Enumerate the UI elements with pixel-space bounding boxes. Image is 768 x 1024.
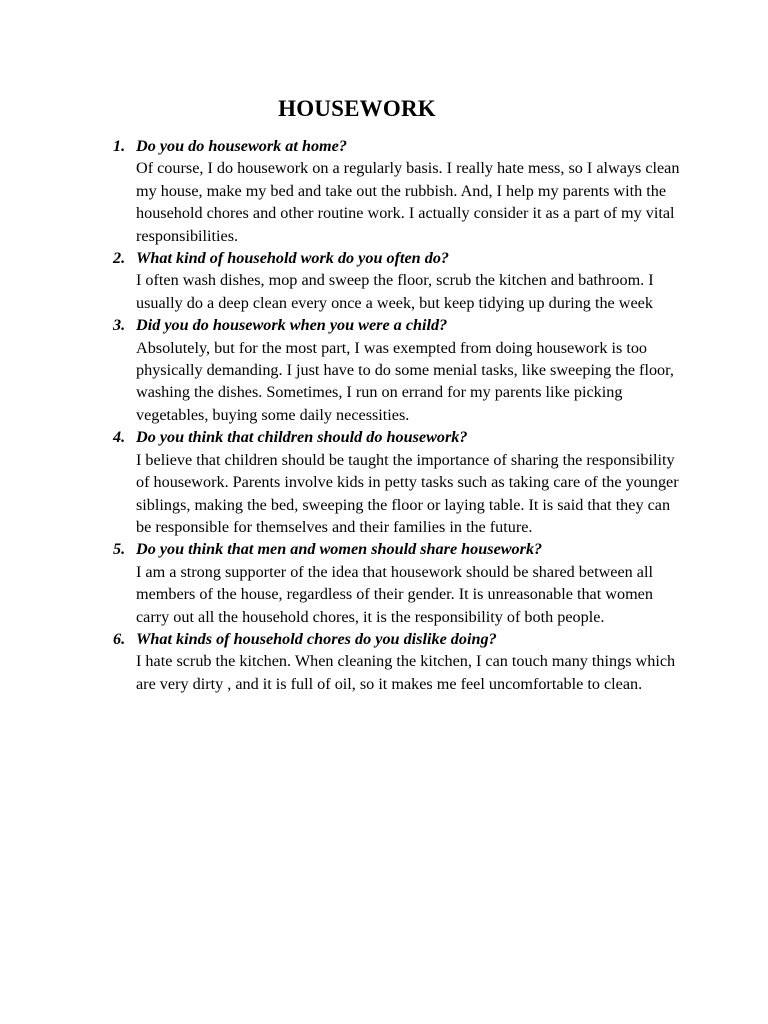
item-number: 3. [113,316,126,335]
page-title: HOUSEWORK [278,96,436,121]
answer-text: Absolutely, but for the most part, I was exempted from doing housework is too physically demanding. I just have to do some menial tasks, like sweeping the floor, washing the dishes. Sometimes, I run on errand for my parents like picking vegetables, buying some daily necessities. [136,338,674,424]
answer-text: I often wash dishes, mop and sweep the floor, scrub the kitchen and bathroom. I usually do a deep clean every once a week, but keep tidying up during the week [136,271,654,312]
answer-text: I believe that children should be taught the importance of sharing the responsibility of housework. Parents involve kids in petty tasks such as taking care of the younger siblings, making the bed, sweeping the floor or laying table. It is said that they can be responsible for themselves and their families in the future. [136,450,679,536]
answer-text: I am a strong supporter of the idea that housework should be shared between all members of the house, regardless of their gender. It is unreasonable that women carry out all the household chores, it is the responsibility of both people. [136,562,653,626]
list-item [113,538,684,628]
item-number: 1. [113,137,126,155]
question-text: What kinds of household chores do you dislike doing? [136,629,497,648]
list-item [113,135,684,247]
question-text: Do you think that children should do housework? [136,428,468,447]
question-text: Do you think that men and women should share housework? [136,540,543,559]
item-number: 6. [113,629,126,648]
answer-text: I hate scrub the kitchen. When cleaning the kitchen, I can touch many things which are very dirty , and it is full of oil, so it makes me feel uncomfortable to clean. [136,652,676,693]
list-item [113,314,684,426]
item-number: 4. [113,428,126,447]
list-item [113,628,684,695]
item-number: 5. [113,540,126,559]
list-item [113,247,684,314]
question-text: Did you do housework when you were a child? [136,316,448,335]
item-number: 2. [113,249,126,268]
answer-text: Of course, I do housework on a regularly basis. I really hate mess, so I always clean my house, make my bed and take out the rubbish. And, I help my parents with the household chores and other routine work. I actually consider it as a part of my vital responsibilities. [136,159,680,245]
question-text: What kind of household work do you often do? [136,249,450,268]
list-item [113,426,684,538]
question-text: Do you do housework at home? [136,137,347,155]
question-list [113,135,684,695]
